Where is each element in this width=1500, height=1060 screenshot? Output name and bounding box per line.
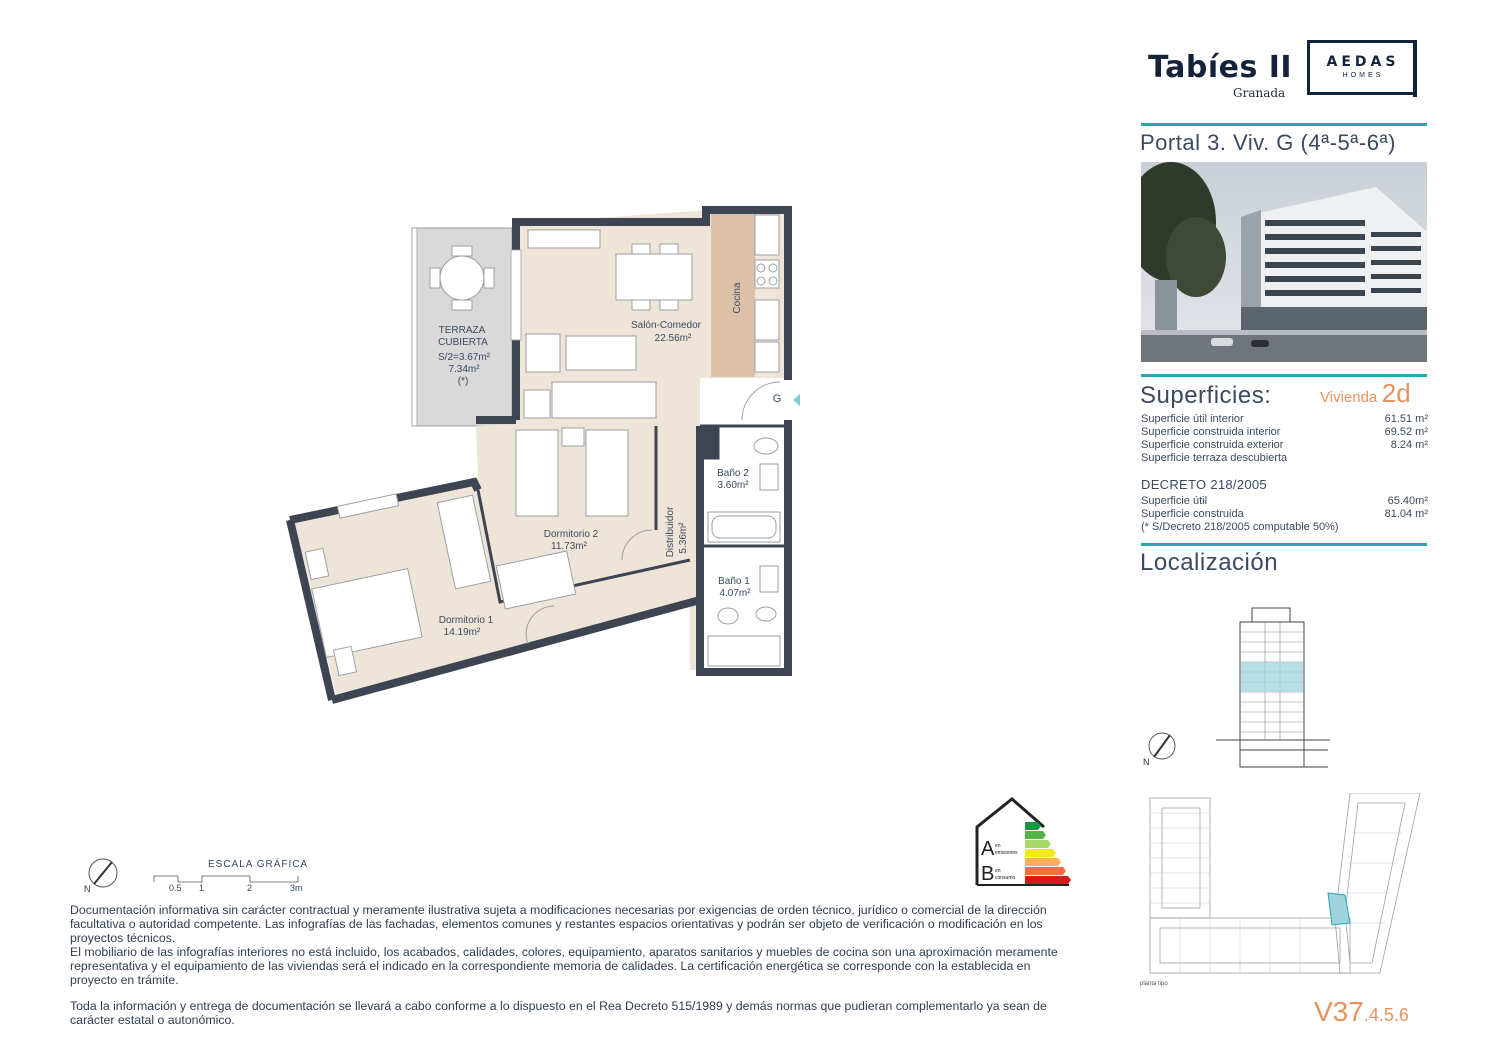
room-area-dorm1: 14.19m² <box>443 627 481 638</box>
unit-code-floors: .4.5.6 <box>1363 1005 1409 1025</box>
energy-emissions-label: emisiones <box>995 850 1018 856</box>
scale-and-north <box>80 852 320 897</box>
room-area-bano2: 3.60m² <box>717 480 749 491</box>
room-area-salon: 22.56m² <box>654 333 692 344</box>
highlighted-floors <box>1241 662 1303 692</box>
unit-code-main: V37 <box>1314 996 1364 1027</box>
decree-row-value: 81.04 m² <box>1384 508 1428 520</box>
decree-row-label: (* S/Decreto 218/2005 computable 50%) <box>1141 521 1339 533</box>
surface-row <box>1141 439 1428 452</box>
project-title: Tabíes II <box>1148 50 1293 85</box>
vivienda-badge <box>1320 378 1411 409</box>
divider-top <box>1141 123 1427 126</box>
entry-label: G <box>772 393 782 405</box>
energy-consumption-label: consumo <box>995 875 1016 881</box>
project-city: Granada <box>1233 86 1286 100</box>
decree-row-label: Superficie construida <box>1141 508 1244 520</box>
room-label-bano1: Baño 1 <box>718 576 750 587</box>
room-label-terraza: TERRAZA <box>438 325 486 336</box>
room-area-bano1: 4.07m² <box>719 588 751 599</box>
energy-consumption-letter: B <box>981 863 995 885</box>
surface-row-label: Superficie terraza descubierta <box>1141 452 1288 464</box>
surface-row <box>1141 426 1428 439</box>
energy-consumption-en: en <box>995 868 1001 874</box>
surface-row-value: 69.52 m² <box>1384 426 1428 438</box>
unit-title: Portal 3. Viv. G (4ª-5ª-6ª) <box>1140 130 1396 155</box>
room-label-terraza-2: CUBIERTA <box>438 337 488 348</box>
scale-north: N <box>84 884 91 894</box>
compass-north: N <box>1143 757 1150 767</box>
site-plan-caption: planta tipo <box>1140 981 1168 987</box>
room-label-dorm2: Dormitorio 2 <box>543 529 599 540</box>
surface-row <box>1141 413 1428 426</box>
scale-tick: 2 <box>247 883 253 893</box>
room-label-cocina: Cocina <box>732 282 743 314</box>
scale-tick: 1 <box>199 883 205 893</box>
decree-row <box>1141 495 1428 508</box>
room-area-terraza-half: S/2=3.67m² <box>438 352 490 363</box>
decree-row-label: Superficie útil <box>1141 495 1208 507</box>
energy-rating-label <box>972 795 1077 890</box>
room-area-dorm2: 11.73m² <box>551 541 587 552</box>
aedas-logo-subtext: HOMES <box>1342 72 1384 79</box>
room-note-terraza: (*) <box>457 376 469 387</box>
room-label-bano2: Baño 2 <box>717 468 749 479</box>
unit-code <box>1314 996 1409 1028</box>
surface-row-label: Superficie construida exterior <box>1141 439 1284 451</box>
decree-row-value: 65.40m² <box>1387 495 1428 507</box>
vivienda-type: 2d <box>1381 378 1411 408</box>
building-render-image <box>1141 162 1427 362</box>
surface-row-value: 8.24 m² <box>1390 439 1428 451</box>
legal-paragraph-2: El mobiliario de las infografías interiores no está incluido, los acabados, calidades, colores, equipamiento, aparatos sanitarios y muebles de cocina son una aproximación meramente representativa y el equipamiento de las viviendas será el indicado en la correspondiente memoria de calidades. La certificación energética se corresponde con la establecida en proyecto en trámite. <box>70 945 1058 987</box>
site-plan-diagram <box>1140 793 1430 993</box>
room-label-salon: Salón-Comedor <box>630 320 702 331</box>
divider-surfaces <box>1141 374 1427 377</box>
energy-emissions-en: en <box>995 843 1001 849</box>
entry-arrow-icon <box>793 392 800 408</box>
surface-row-value: 61.51 m² <box>1384 413 1428 425</box>
divider-location <box>1141 543 1427 546</box>
building-elevation-diagram <box>1140 600 1430 775</box>
surfaces-title: Superficies: <box>1140 382 1272 409</box>
energy-bars <box>1025 822 1071 884</box>
surface-row-label: Superficie útil interior <box>1141 413 1244 425</box>
room-label-distribuidor: Distribuidor <box>665 506 676 558</box>
decree-row <box>1141 521 1428 534</box>
vivienda-label: Vivienda <box>1320 389 1378 406</box>
surface-row-label: Superficie construida interior <box>1141 426 1281 438</box>
room-area-terraza: 7.34m² <box>448 364 480 375</box>
decree-title: DECRETO 218/2005 <box>1141 477 1267 492</box>
scale-title: ESCALA GRÁFICA <box>208 859 309 870</box>
legal-paragraph-1: Documentación informativa sin carácter contractual y meramente ilustrativa sujeta a modificaciones necesarias por exigencias de orden técnico, jurídico o comercial de la dirección facultativa o autoridad competente. Las infografías de las fachadas, elementos comunes y restantes espacios orientativas y podrán ser objeto de verificación o modificación en los proyectos técnicos. <box>70 903 1047 945</box>
scale-tick: 3m <box>290 883 303 893</box>
surface-row <box>1141 452 1428 465</box>
room-area-distribuidor: 5.36m² <box>678 522 689 554</box>
scale-tick: 0.5 <box>169 883 182 893</box>
energy-emissions-letter: A <box>981 838 995 860</box>
floor-plan <box>280 200 800 710</box>
room-label-dorm1: Dormitorio 1 <box>438 615 494 626</box>
aedas-logo-text: AEDAS <box>1326 54 1400 70</box>
location-title: Localización <box>1140 549 1279 576</box>
scale-bar <box>154 876 298 882</box>
legal-paragraph-3: Toda la información y entrega de documentación se llevará a cabo conforme a lo dispuesto en el Rea Decreto 515/1989 y demás normas que pudieran complementarlo ya sean de carácter estatal o autonómico. <box>70 999 1047 1027</box>
decree-row <box>1141 508 1428 521</box>
